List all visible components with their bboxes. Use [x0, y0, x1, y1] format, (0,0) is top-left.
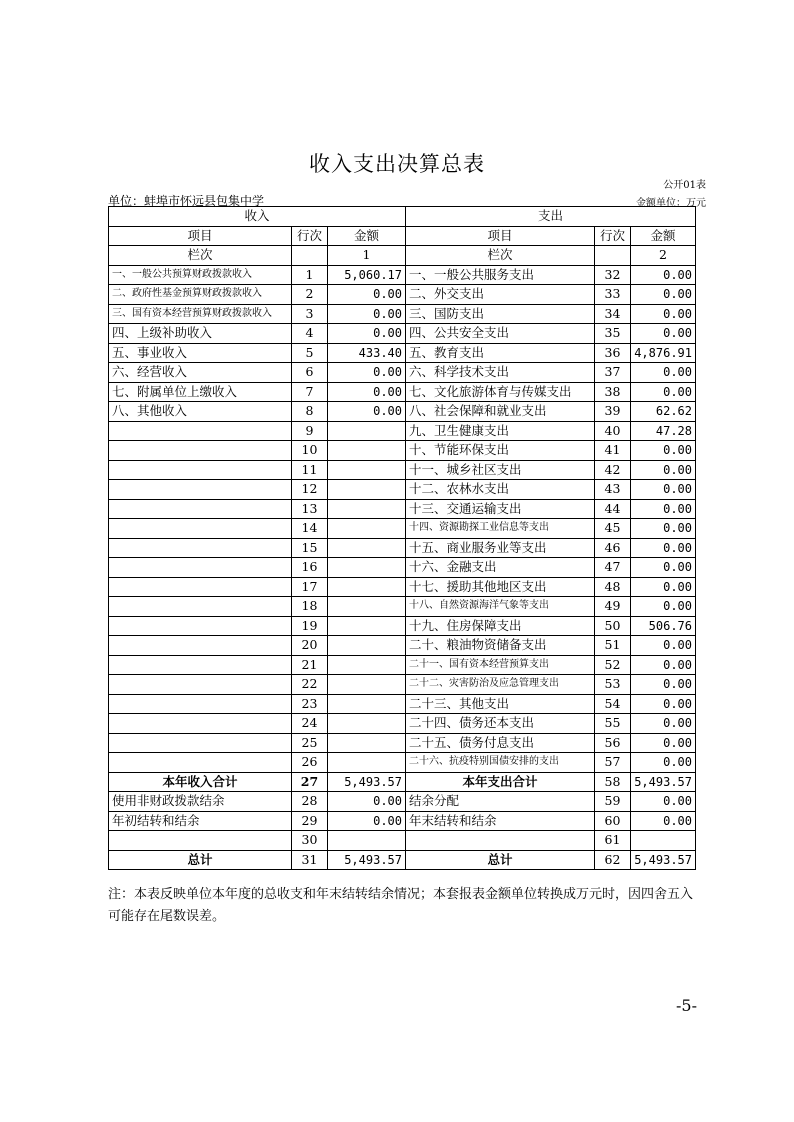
income-item: 一、一般公共预算财政拨款收入 — [109, 265, 292, 285]
expense-year-total-amount: 5,493.57 — [631, 772, 696, 792]
column-header-row — [109, 226, 696, 246]
income-row-no: 28 — [292, 792, 328, 812]
page-number: -5- — [676, 996, 697, 1015]
expense-row-no: 32 — [595, 265, 631, 285]
expense-item: 十六、金融支出 — [406, 558, 595, 578]
income-amount — [328, 831, 406, 851]
expense-header: 支出 — [406, 207, 696, 227]
income-row-no-header: 行次 — [292, 226, 328, 246]
income-amount: 0.00 — [328, 792, 406, 812]
expense-amount: 0.00 — [631, 285, 696, 305]
table-row — [109, 460, 696, 480]
expense-row-no: 37 — [595, 363, 631, 383]
income-row-no: 20 — [292, 636, 328, 656]
expense-amount: 0.00 — [631, 597, 696, 617]
expense-row-no: 42 — [595, 460, 631, 480]
income-row-no: 1 — [292, 265, 328, 285]
income-item: 八、其他收入 — [109, 402, 292, 422]
expense-amount — [631, 831, 696, 851]
expense-row-no: 49 — [595, 597, 631, 617]
expense-row-no: 61 — [595, 831, 631, 851]
expense-item: 四、公共安全支出 — [406, 324, 595, 344]
income-item: 二、政府性基金预算财政拨款收入 — [109, 285, 292, 305]
expense-row-no: 54 — [595, 694, 631, 714]
table-row — [109, 733, 696, 753]
table-row — [109, 616, 696, 636]
expense-item: 五、教育支出 — [406, 343, 595, 363]
expense-item: 一、一般公共服务支出 — [406, 265, 595, 285]
income-amount — [328, 616, 406, 636]
income-amount — [328, 694, 406, 714]
income-item: 四、上级补助收入 — [109, 324, 292, 344]
expense-item: 十二、农林水支出 — [406, 480, 595, 500]
income-amount — [328, 636, 406, 656]
expense-row-no-header: 行次 — [595, 226, 631, 246]
expense-row-no: 45 — [595, 519, 631, 539]
expense-amount: 0.00 — [631, 441, 696, 461]
expense-amount: 0.00 — [631, 636, 696, 656]
table-row — [109, 831, 696, 851]
expense-amount: 0.00 — [631, 753, 696, 773]
income-item — [109, 499, 292, 519]
income-amount — [328, 499, 406, 519]
income-amount-header: 金额 — [328, 226, 406, 246]
expense-amount: 0.00 — [631, 558, 696, 578]
expense-year-total-label: 本年支出合计 — [406, 772, 595, 792]
expense-year-total-row-no: 58 — [595, 772, 631, 792]
expense-amount: 0.00 — [631, 382, 696, 402]
income-item — [109, 460, 292, 480]
income-amount — [328, 558, 406, 578]
income-year-total-label: 本年收入合计 — [109, 772, 292, 792]
expense-row-no: 55 — [595, 714, 631, 734]
table-row — [109, 441, 696, 461]
expense-row-no: 50 — [595, 616, 631, 636]
income-amount — [328, 733, 406, 753]
expense-item: 三、国防支出 — [406, 304, 595, 324]
income-item — [109, 636, 292, 656]
income-year-total-row-no: 27 — [292, 772, 328, 792]
expense-item — [406, 831, 595, 851]
expense-item: 二、外交支出 — [406, 285, 595, 305]
table-row — [109, 421, 696, 441]
income-amount: 0.00 — [328, 402, 406, 422]
expense-item: 二十二、灾害防治及应急管理支出 — [406, 675, 595, 695]
expense-row-no: 51 — [595, 636, 631, 656]
expense-item: 十一、城乡社区支出 — [406, 460, 595, 480]
expense-item: 二十四、债务还本支出 — [406, 714, 595, 734]
table-row — [109, 675, 696, 695]
income-expense-table — [108, 206, 696, 870]
expense-item: 十、节能环保支出 — [406, 441, 595, 461]
expense-amount: 47.28 — [631, 421, 696, 441]
income-item — [109, 733, 292, 753]
income-amount — [328, 675, 406, 695]
income-item — [109, 655, 292, 675]
expense-amount: 0.00 — [631, 363, 696, 383]
income-row-no: 16 — [292, 558, 328, 578]
income-item — [109, 421, 292, 441]
year-total-row — [109, 772, 696, 792]
expense-row-no: 40 — [595, 421, 631, 441]
expense-amount: 0.00 — [631, 519, 696, 539]
income-item: 三、国有资本经营预算财政拨款收入 — [109, 304, 292, 324]
expense-item: 二十一、国有资本经营预算支出 — [406, 655, 595, 675]
table-row — [109, 402, 696, 422]
table-row — [109, 343, 696, 363]
expense-row-no: 41 — [595, 441, 631, 461]
table-row — [109, 519, 696, 539]
table-row — [109, 499, 696, 519]
unit-label: 单位：蚌埠市怀远县包集中学 — [108, 194, 265, 208]
expense-amount: 506.76 — [631, 616, 696, 636]
income-row-no: 22 — [292, 675, 328, 695]
expense-row-no: 57 — [595, 753, 631, 773]
income-header: 收入 — [109, 207, 406, 227]
expense-item: 十五、商业服务业等支出 — [406, 538, 595, 558]
income-amount — [328, 538, 406, 558]
income-item — [109, 831, 292, 851]
expense-amount: 0.00 — [631, 538, 696, 558]
income-item — [109, 753, 292, 773]
expense-amount: 4,876.91 — [631, 343, 696, 363]
footnote: 注：本表反映单位本年度的总收支和年末结转结余情况；本套报表金额单位转换成万元时，因四舍五入可能存在尾数误差。 — [108, 887, 694, 924]
expense-item: 十八、自然资源海洋气象等支出 — [406, 597, 595, 617]
expense-item: 二十六、抗疫特别国债安排的支出 — [406, 753, 595, 773]
expense-item: 年末结转和结余 — [406, 811, 595, 831]
income-row-no: 26 — [292, 753, 328, 773]
income-amount — [328, 577, 406, 597]
table-row — [109, 811, 696, 831]
income-item — [109, 519, 292, 539]
expense-row-no: 33 — [595, 285, 631, 305]
table-row — [109, 597, 696, 617]
income-row-no: 17 — [292, 577, 328, 597]
expense-amount: 0.00 — [631, 577, 696, 597]
income-col-number: 1 — [328, 246, 406, 266]
income-amount — [328, 480, 406, 500]
income-amount — [328, 597, 406, 617]
table-extra-rows — [109, 792, 696, 851]
expense-row-no: 56 — [595, 733, 631, 753]
income-row-no: 24 — [292, 714, 328, 734]
expense-row-no: 43 — [595, 480, 631, 500]
table-row — [109, 265, 696, 285]
income-column-label-blank — [292, 246, 328, 266]
section-header-row — [109, 207, 696, 227]
income-amount — [328, 714, 406, 734]
table-row — [109, 480, 696, 500]
income-amount — [328, 753, 406, 773]
expense-grand-total-row-no: 62 — [595, 850, 631, 870]
income-item — [109, 577, 292, 597]
expense-row-no: 39 — [595, 402, 631, 422]
expense-column-label: 栏次 — [406, 246, 595, 266]
income-amount: 0.00 — [328, 363, 406, 383]
income-item — [109, 538, 292, 558]
expense-row-no: 35 — [595, 324, 631, 344]
expense-row-no: 38 — [595, 382, 631, 402]
expense-item: 结余分配 — [406, 792, 595, 812]
expense-item-header: 项目 — [406, 226, 595, 246]
expense-item: 十三、交通运输支出 — [406, 499, 595, 519]
table-row — [109, 363, 696, 383]
income-row-no: 9 — [292, 421, 328, 441]
income-item: 七、附属单位上缴收入 — [109, 382, 292, 402]
grand-total-row — [109, 850, 696, 870]
income-item: 六、经营收入 — [109, 363, 292, 383]
income-row-no: 11 — [292, 460, 328, 480]
expense-amount: 0.00 — [631, 265, 696, 285]
income-row-no: 14 — [292, 519, 328, 539]
expense-item: 六、科学技术支出 — [406, 363, 595, 383]
table-row — [109, 577, 696, 597]
expense-item: 七、文化旅游体育与传媒支出 — [406, 382, 595, 402]
income-amount: 0.00 — [328, 324, 406, 344]
income-amount: 0.00 — [328, 382, 406, 402]
expense-amount: 0.00 — [631, 811, 696, 831]
expense-row-no: 34 — [595, 304, 631, 324]
income-amount — [328, 441, 406, 461]
income-amount — [328, 655, 406, 675]
table-body — [109, 265, 696, 772]
income-row-no: 25 — [292, 733, 328, 753]
income-row-no: 23 — [292, 694, 328, 714]
income-item — [109, 714, 292, 734]
income-amount: 433.40 — [328, 343, 406, 363]
income-row-no: 15 — [292, 538, 328, 558]
income-item: 使用非财政拨款结余 — [109, 792, 292, 812]
expense-row-no: 59 — [595, 792, 631, 812]
table-row — [109, 538, 696, 558]
form-code: 公开01表 — [663, 180, 706, 191]
income-row-no: 13 — [292, 499, 328, 519]
income-amount — [328, 519, 406, 539]
table-row — [109, 382, 696, 402]
income-item-header: 项目 — [109, 226, 292, 246]
expense-row-no: 60 — [595, 811, 631, 831]
income-grand-total-row-no: 31 — [292, 850, 328, 870]
expense-amount: 0.00 — [631, 304, 696, 324]
expense-row-no: 53 — [595, 675, 631, 695]
expense-amount: 0.00 — [631, 460, 696, 480]
income-item — [109, 480, 292, 500]
expense-item: 十九、住房保障支出 — [406, 616, 595, 636]
expense-amount: 0.00 — [631, 499, 696, 519]
expense-item: 十七、援助其他地区支出 — [406, 577, 595, 597]
income-item: 年初结转和结余 — [109, 811, 292, 831]
income-row-no: 6 — [292, 363, 328, 383]
expense-column-label-blank — [595, 246, 631, 266]
income-row-no: 5 — [292, 343, 328, 363]
expense-item: 二十五、债务付息支出 — [406, 733, 595, 753]
expense-col-number: 2 — [631, 246, 696, 266]
money-unit: 金额单位：万元 — [636, 198, 706, 209]
income-row-no: 29 — [292, 811, 328, 831]
table-row — [109, 655, 696, 675]
income-amount: 0.00 — [328, 285, 406, 305]
table-row — [109, 753, 696, 773]
income-item — [109, 597, 292, 617]
income-row-no: 21 — [292, 655, 328, 675]
expense-row-no: 47 — [595, 558, 631, 578]
income-item — [109, 675, 292, 695]
expense-item: 十四、资源勘探工业信息等支出 — [406, 519, 595, 539]
income-item — [109, 558, 292, 578]
table-row — [109, 636, 696, 656]
expense-row-no: 44 — [595, 499, 631, 519]
expense-row-no: 48 — [595, 577, 631, 597]
expense-amount: 0.00 — [631, 694, 696, 714]
income-row-no: 2 — [292, 285, 328, 305]
expense-item: 八、社会保障和就业支出 — [406, 402, 595, 422]
expense-row-no: 52 — [595, 655, 631, 675]
income-amount — [328, 460, 406, 480]
expense-item: 九、卫生健康支出 — [406, 421, 595, 441]
expense-amount: 0.00 — [631, 792, 696, 812]
expense-item: 二十、粮油物资储备支出 — [406, 636, 595, 656]
expense-amount-header: 金额 — [631, 226, 696, 246]
income-row-no: 8 — [292, 402, 328, 422]
income-row-no: 18 — [292, 597, 328, 617]
income-amount: 0.00 — [328, 304, 406, 324]
income-amount — [328, 421, 406, 441]
income-item: 五、事业收入 — [109, 343, 292, 363]
income-amount: 0.00 — [328, 811, 406, 831]
table-row — [109, 714, 696, 734]
income-column-label: 栏次 — [109, 246, 292, 266]
expense-row-no: 46 — [595, 538, 631, 558]
income-item — [109, 441, 292, 461]
expense-amount: 62.62 — [631, 402, 696, 422]
income-row-no: 7 — [292, 382, 328, 402]
expense-amount: 0.00 — [631, 733, 696, 753]
income-row-no: 12 — [292, 480, 328, 500]
income-row-no: 10 — [292, 441, 328, 461]
expense-amount: 0.00 — [631, 480, 696, 500]
expense-amount: 0.00 — [631, 324, 696, 344]
income-grand-total-amount: 5,493.57 — [328, 850, 406, 870]
expense-amount: 0.00 — [631, 714, 696, 734]
income-item — [109, 616, 292, 636]
table-row — [109, 285, 696, 305]
income-row-no: 19 — [292, 616, 328, 636]
income-amount: 5,060.17 — [328, 265, 406, 285]
expense-amount: 0.00 — [631, 655, 696, 675]
table-row — [109, 558, 696, 578]
expense-amount: 0.00 — [631, 675, 696, 695]
table-row — [109, 694, 696, 714]
table-row — [109, 324, 696, 344]
table-row — [109, 304, 696, 324]
income-row-no: 4 — [292, 324, 328, 344]
income-row-no: 30 — [292, 831, 328, 851]
column-label-row — [109, 246, 696, 266]
income-grand-total-label: 总计 — [109, 850, 292, 870]
income-year-total-amount: 5,493.57 — [328, 772, 406, 792]
expense-row-no: 36 — [595, 343, 631, 363]
report-title: 收入支出决算总表 — [309, 152, 485, 176]
income-item — [109, 694, 292, 714]
table-row — [109, 792, 696, 812]
expense-item: 二十三、其他支出 — [406, 694, 595, 714]
expense-grand-total-label: 总计 — [406, 850, 595, 870]
expense-grand-total-amount: 5,493.57 — [631, 850, 696, 870]
income-row-no: 3 — [292, 304, 328, 324]
